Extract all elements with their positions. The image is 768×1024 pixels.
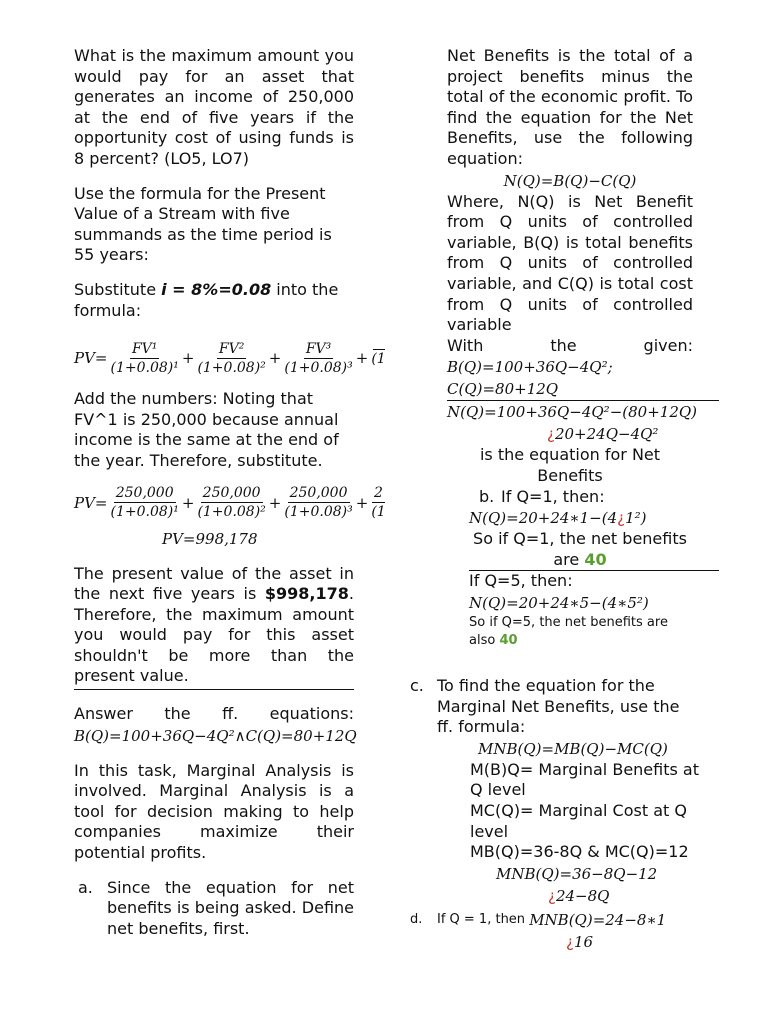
so-q1-text: So if Q=1, the net benefits are 40 (473, 529, 687, 569)
item-c (410, 676, 700, 738)
formula-intro: Use the formula for the Present Value of a Stream with five summands as the time period is 55 years: (74, 183, 332, 265)
pv-formula-1: PV= $\frac{\text{FV¹}}{\text{(1+0.08)¹}}$ + $\frac{\text{FV²}}{\text{(1+0.08)²}}$ + $\frac{\text{FV³}}{\text{(1+0.08)³}}$ + (1 (74, 340, 386, 376)
q5-net-benefit: 40 (499, 632, 518, 648)
with-given: With the given: (447, 335, 693, 355)
item-b-label: b. (479, 486, 495, 506)
where-text: Where, N(Q) is Net Benefit from Q units of controlled variable, B(Q) is total benefits from Q units of controlled variable, and C(Q) is total cost from Q units of controlled variable (447, 191, 693, 335)
bq-equation: B(Q)=100+36Q−4Q²; (447, 358, 613, 377)
mnb-result: ¿24−8Q (548, 886, 610, 905)
substitute-pre: Substitute (74, 279, 162, 299)
answer-ff: Answer the ff. equations: (74, 704, 354, 724)
cq-equation: C(Q)=80+12Q (447, 380, 559, 399)
marginal-analysis-text: In this task, Marginal Analysis is involved. Marginal Analysis is a tool for decision making to help companies maximize their potential profits. (74, 760, 354, 863)
rate-value: i = 8%=0.08 (161, 279, 272, 299)
add-numbers-text: Add the numbers: Noting that FV^1 is 250,000 because annual income is the same at the end of the year. Therefore, substitute. (74, 389, 339, 470)
substitute-post: into the formula: (74, 279, 339, 320)
net-benefits-definition: Net Benefits is the total of a project benefits minus the total of the economic profit. To find the equation for the Net Benefits, use the following equation: (447, 46, 693, 168)
mnb-equation: MNB(Q)=MB(Q)−MC(Q) (478, 739, 668, 758)
mcq-definition: MC(Q)= Marginal Cost at Q level (470, 800, 687, 841)
if-q5-text: If Q=5, then: (469, 571, 573, 591)
pv2-term-1: $\frac{250,000}{\text{(1+0.08)¹}}$ (110, 485, 179, 520)
item-c-label: c. (410, 676, 424, 695)
item-a (78, 878, 354, 940)
pv-term-2: $\frac{\text{FV²}}{\text{(1+0.08)²}}$ (197, 340, 266, 376)
right-column (447, 46, 698, 650)
nq1-equation: N(Q)=20+24∗1−(4¿1²) (469, 509, 647, 528)
pv-formula-2: PV= $\frac{250,000}{\text{(1+0.08)¹}}$ + $\frac{250,000}{\text{(1+0.08)²}}$ + $\frac{250,000}{\text{(1+0.08)³}}$ + $\frac{2}{(1}$ (74, 485, 386, 520)
pv-amount: $998,178 (264, 584, 349, 604)
so-q5-text: So if Q=5, the net benefits are also 40 (469, 614, 668, 648)
mb-mc-values: MB(Q)=36-8Q & MC(Q)=12 (470, 842, 689, 862)
nq5-equation: N(Q)=20+24∗5−(4∗5²) (469, 593, 649, 612)
answer-equation: B(Q)=100+36Q−4Q²∧C(Q)=80+12Q (74, 726, 357, 745)
left-column (74, 46, 386, 939)
item-b (447, 487, 693, 508)
item-d-text: If Q = 1, then (437, 911, 530, 927)
pv2-term-2: $\frac{250,000}{\text{(1+0.08)²}}$ (197, 485, 266, 520)
mbq-definition: M(B)Q= Marginal Benefits at Q level (470, 759, 699, 800)
mnb-substitution: MNB(Q)=36−8Q−12 (496, 864, 658, 883)
item-b-text: If Q=1, then: (501, 486, 605, 506)
item-c-text: To find the equation for the Marginal Net Benefits, use the ff. formula: (437, 676, 680, 737)
question-text: What is the maximum amount you would pay for an asset that generates an income of 250,000 at the end of five years if the opportunity cost of using funds is 8 percent? (LO5, LO7) (74, 46, 354, 168)
nq-result: ¿20+24Q−4Q² (547, 425, 659, 444)
item-a-text: Since the equation for net benefits is being asked. Define net benefits, first. (107, 877, 354, 938)
nq-substitution: N(Q)=100+36Q−4Q²−(80+12Q) (447, 403, 698, 422)
q1-net-benefit: 40 (584, 549, 607, 569)
pv2-term-3: $\frac{250,000}{\text{(1+0.08)³}}$ (284, 485, 353, 520)
pv-term-1: $\frac{\text{FV¹}}{\text{(1+0.08)¹}}$ (110, 340, 179, 376)
pv2-lhs: PV= (74, 493, 108, 512)
pv-lhs: PV= (74, 349, 108, 368)
nq-equation: N(Q)=B(Q)−C(Q) (503, 171, 637, 190)
is-equation-text: is the equation for Net Benefits (479, 445, 661, 485)
item-a-label: a. (78, 877, 93, 897)
pv2-term-4: $\frac{2}{(1}$ (371, 485, 386, 520)
pv-term-4: (1 (371, 350, 386, 367)
final-result: ¿16 (566, 932, 594, 951)
item-d (410, 909, 700, 931)
right-column-lower (410, 676, 700, 953)
pv-result: PV=998,178 (162, 529, 258, 548)
conclusion-text: The present value of the asset in the next five years is $998,178. Therefore, the maximum amount you would pay for this asset shouldn't be more than the present value. (74, 563, 354, 686)
item-d-equation: MNB(Q)=24−8∗1 (529, 910, 667, 929)
pv-term-3: $\frac{\text{FV³}}{\text{(1+0.08)³}}$ (284, 340, 353, 376)
substitute-text (74, 280, 354, 321)
item-d-label: d. (410, 911, 423, 927)
